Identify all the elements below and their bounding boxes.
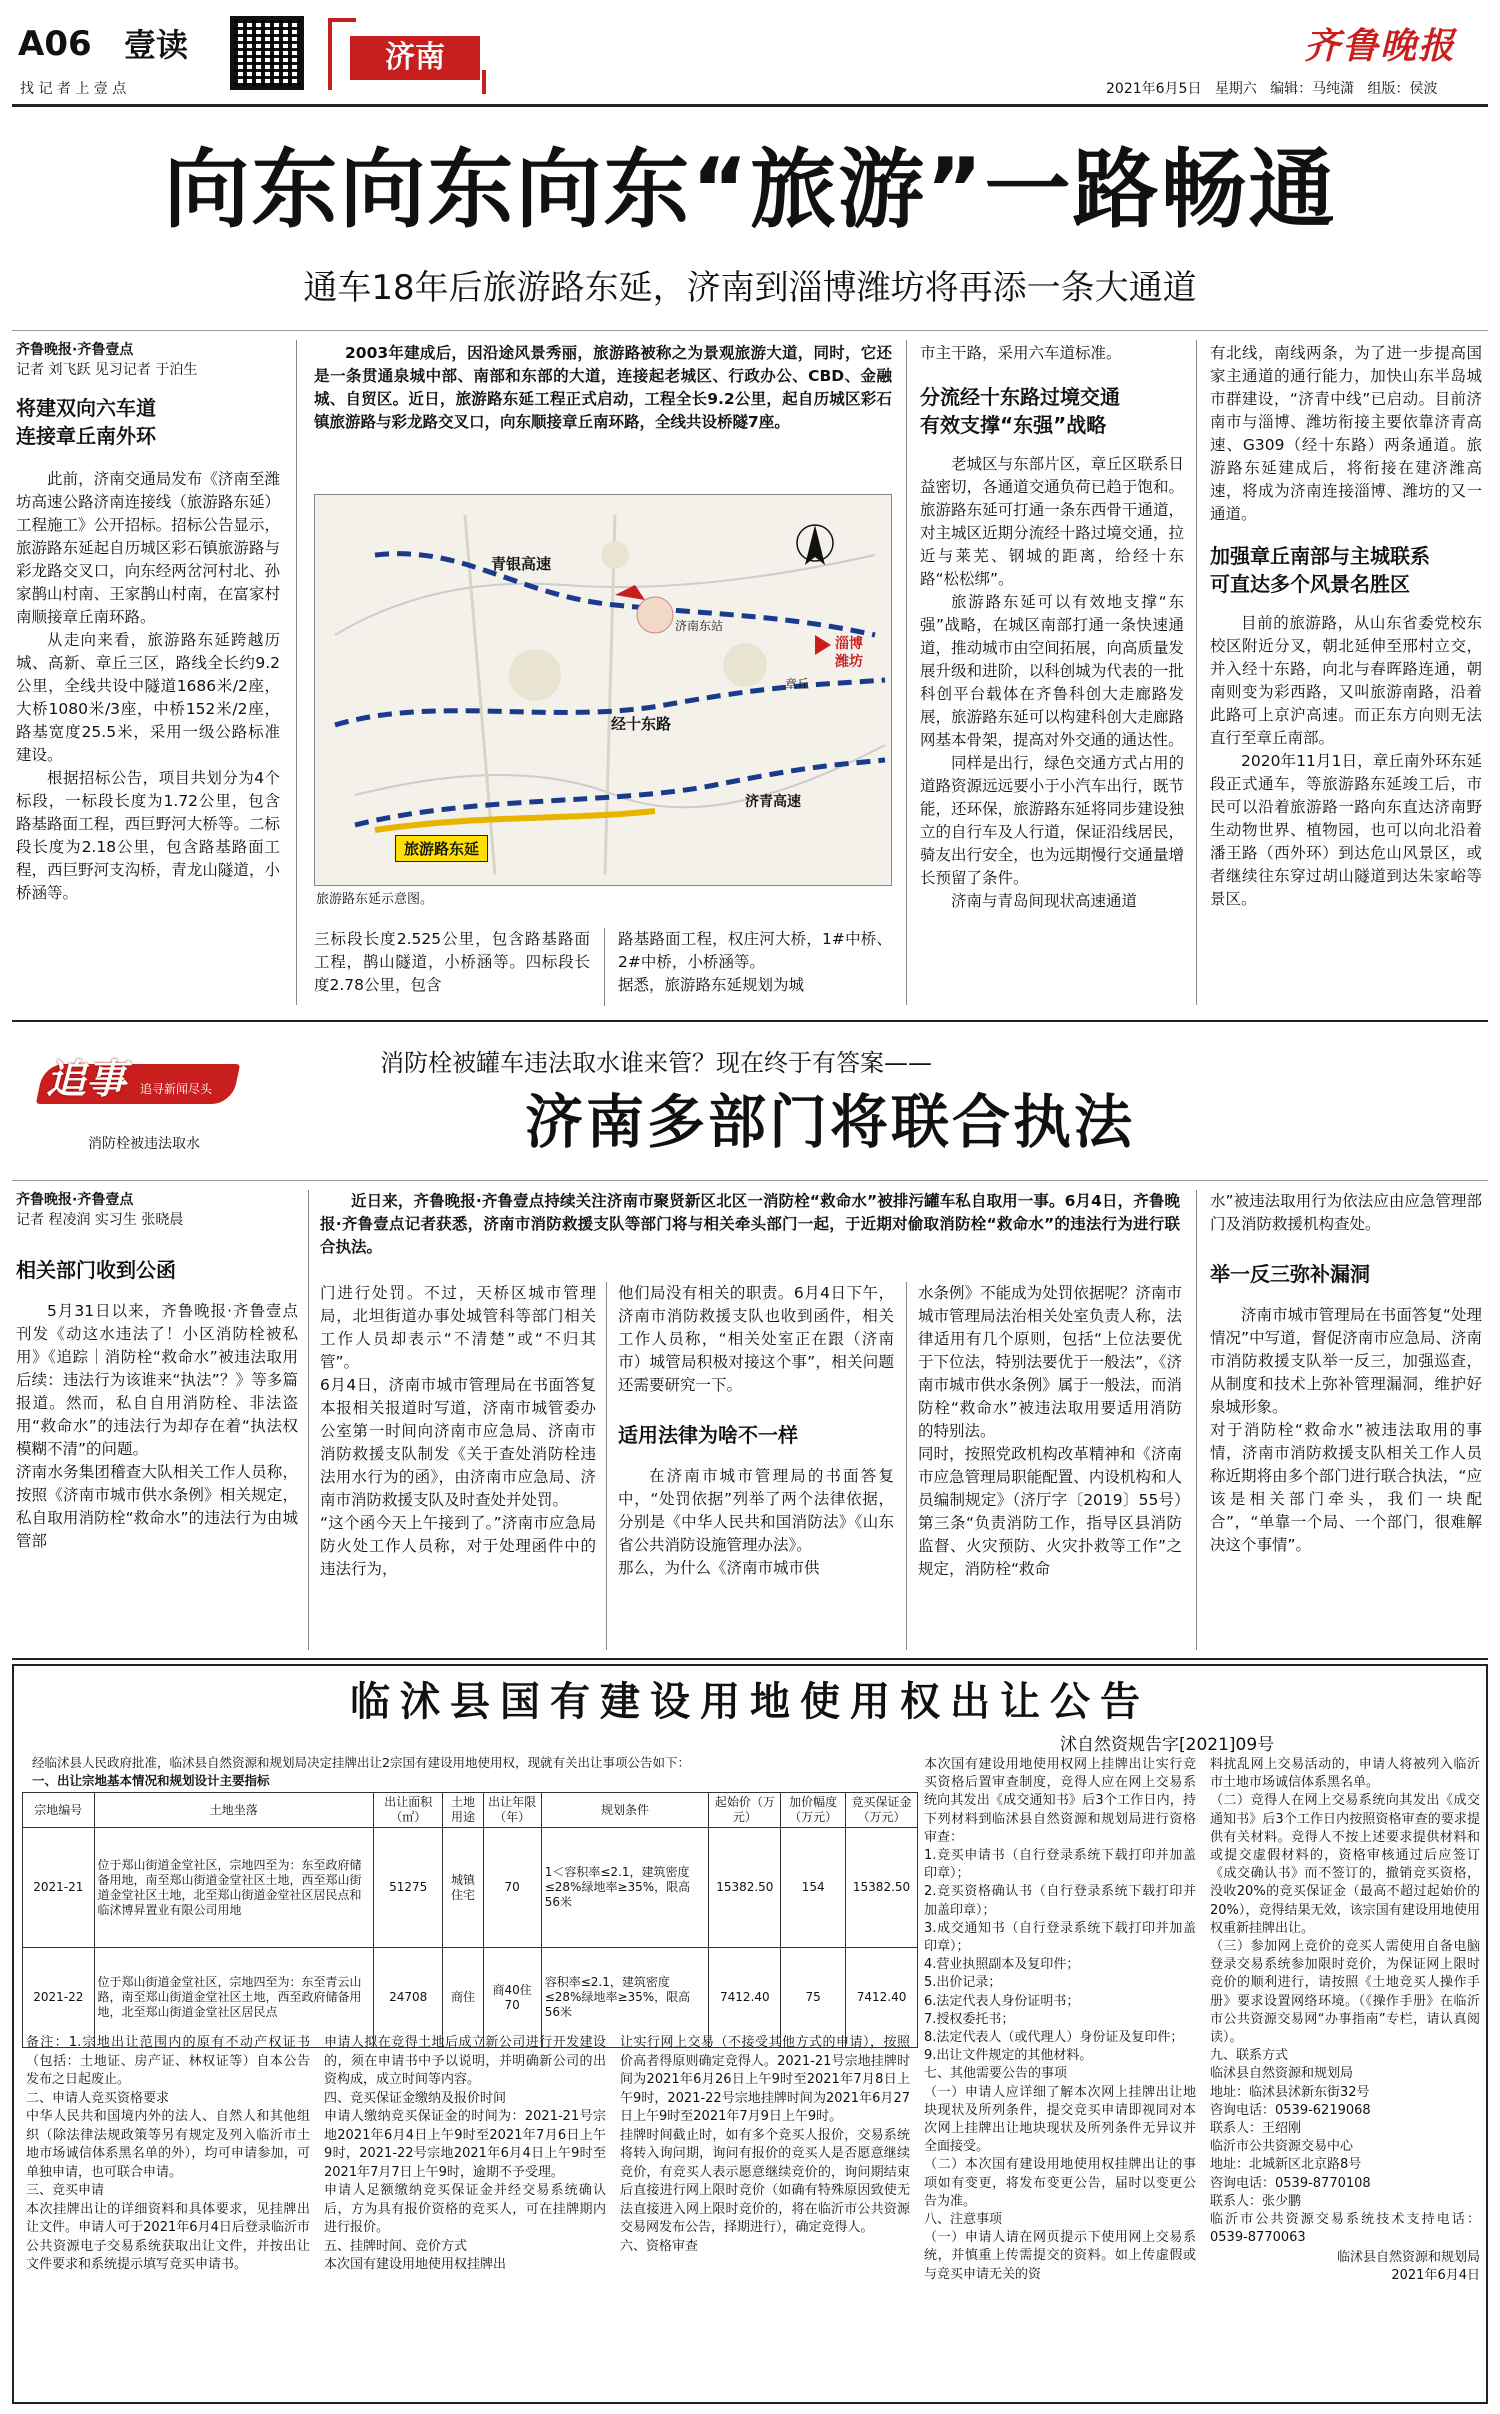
table-header-row [23, 1793, 918, 1828]
table-cell: 城镇住宅 [443, 1828, 483, 1948]
table-cell: 51275 [374, 1828, 443, 1948]
notice-number: 沭自然资规告字[2021]09号 [1060, 1735, 1275, 1755]
story1-col4 [920, 342, 1184, 913]
table-header: 出让面积（㎡） [374, 1793, 443, 1828]
table-cell: 容积率≤2.1，建筑密度≤28%绿地率≥35%，限高56米 [541, 1948, 709, 2048]
table-cell: 2021-21 [23, 1828, 95, 1948]
section-tag[interactable]: 济南 [350, 36, 480, 80]
notice-separator [12, 1658, 1488, 1660]
notice-col-b: 申请人拟在竞得土地后成立新公司进行开发建设的，须在申请书中予以说明，并明确新公司的出资构成，成立时间等内容。 四、竞买保证金缴纳及报价时间 申请人缴纳竞买保证金的时间为：2021-21号宗地2021年6月4日上午9时至2021年7月6日上午9时，2021-22号宗地2021年6月4日上午9时至2021年7月7日上午9时，逾期不予受理。 申请人足额缴纳竞买保证金并经交易系统确认后，方为具有报价资格的竞买人，可在挂牌期内进行报价。 五、挂牌时间、竞价方式 本次国有建设用地使用权挂牌出 [324, 2035, 606, 2272]
map-label-qingyin: 青银高速 [491, 555, 552, 573]
column-divider [1196, 340, 1197, 1005]
column-topic: 消防栓被违法取水 [88, 1136, 200, 1152]
paragraph: 根据招标公告，项目共划分为4个标段，一标段长度为1.72公里，包含路基路面工程，西巨野河大桥等。二标段长度为2.18公里，包含路基路面工程，西巨野河支沟桥，青龙山隧道，小桥涵等。 [16, 769, 280, 902]
table-cell: 15382.50 [846, 1828, 918, 1948]
column-divider [308, 1190, 309, 1650]
column-divider [296, 340, 297, 1005]
story2-headline: 济南多部门将联合执法 [524, 1088, 1135, 1156]
paragraph: 水”被违法取用行为依法应由应急管理部门及消防救援机构查处。 [1210, 1192, 1482, 1233]
notice-col-e [1210, 1756, 1480, 2285]
table-cell: 154 [781, 1828, 846, 1948]
section-tag-frame [328, 18, 332, 90]
paragraph: 路基路面工程，权庄河大桥，1#中桥、2#中桥，小桥涵等。 据悉，旅游路东延规划为城 [618, 930, 892, 994]
map-arrow-icon [815, 635, 831, 655]
table-row [23, 1948, 918, 2048]
subhead-3: 举一反三弥补漏洞 [1210, 1262, 1370, 1286]
subhead-2: 分流经十东路过境交通 有效支撑“东强”战略 [920, 385, 1120, 437]
byline-reporters: 记者 程凌润 实习生 张晓晨 [16, 1212, 184, 1228]
table-header: 起始价（万元） [709, 1793, 781, 1828]
map-label-jingshi: 经十东路 [611, 715, 672, 733]
table-cell: 1＜容积率≤2.1，建筑密度≤28%绿地率≥35%，限高56米 [541, 1828, 709, 1948]
map-label-zhangqiu: 章丘 [785, 677, 810, 691]
notice-title: 临沭县国有建设用地使用权出让公告 [350, 1679, 1150, 1725]
story2-kicker: 消防栓被罐车违法取水谁来管？现在终于有答案—— [380, 1049, 932, 1077]
story2-lead: 近日来，齐鲁晚报·齐鲁壹点持续关注济南市聚贤新区北区一消防栓“救命水”被排污罐车私自取用一事。6月4日，齐鲁晚报·齐鲁壹点记者获悉，济南市消防救援支队等部门将与相关牵头部门一起，于近期对偷取消防栓“救命水”的违法行为进行联合执法。 [320, 1192, 1180, 1256]
table-header: 加价幅度（万元） [781, 1793, 846, 1828]
table-cell: 15382.50 [709, 1828, 781, 1948]
land-table [22, 1792, 918, 2048]
date: 2021年6月5日 [1106, 81, 1202, 97]
table-cell: 7412.40 [846, 1948, 918, 2048]
notice-col-e-text: 料扰乱网上交易活动的，申请人将被列入临沂市土地市场诚信体系黑名单。 （二）竞得人在网上交易系统向其发出《成交通知书》后3个工作日内按照资格审查的要求提供有关材料。竞得人不按上述要求提供材料和或提交虚假材料的，资格审核通过后应签订《成交确认书》而不签订的，撤销竞买资格，没收20%的竞买保证金（最高不超过起始价的20%），竞得结果无效，该宗国有建设用地使用权重新挂牌出让。 （三）参加网上竞价的竞买人需使用自备电脑登录交易系统参加限时竞价，为保证网上限时竞价的顺利进行，请按照《土地竞买人操作手册》要求设置网络环境。（《操作手册》在临沂市公共资源交易网“办事指南”专栏，请认真阅读）。 九、联系方式 临沭县自然资源和规划局 地址：临沭县沭新东街32号 咨询电话：0539-6219068 联系人：王绍刚 临沂市公共资源交易中心 地址：北城新区北京路8号 咨询电话：0539-8770108 联系人：张少鹏 临沂市公共资源交易系统技术支持电话：0539-8770063 [1210, 1757, 1480, 2246]
paragraph: 济南与青岛间现状高速通道 [951, 892, 1138, 910]
table-header: 规划条件 [541, 1793, 709, 1828]
qr-code-icon [230, 16, 304, 90]
table-cell: 24708 [374, 1948, 443, 2048]
table-row [23, 1828, 918, 1948]
story2-col3 [618, 1282, 894, 1580]
column-divider [604, 928, 605, 1006]
paragraph: 有北线，南线两条，为了进一步提高国家主通道的通行能力，加快山东半岛城市群建设，“济青中线”已启动。目前济南市与淄博、潍坊衔接主要依靠济青高速、G309（经十东路）两条通道。旅游路东延建成后，将衔接在建济潍高速，将成为济南连接淄博、潍坊的又一通道。 [1210, 344, 1482, 523]
notice-section-1: 一、出让宗地基本情况和规划设计主要指标 [32, 1773, 270, 1788]
table-cell: 商40住70 [483, 1948, 541, 2048]
section-name: 壹读 [124, 26, 189, 64]
paragraph: 5月31日以来，齐鲁晚报·齐鲁壹点刊发《动这水违法了！小区消防栓被私用》《追踪｜消防栓“救命水”被违法取用后续：违法行为该谁来“执法”？》等多篇报道。然而，私自自用消防栓、非法盗用“救命水”的违法行为却存在着“执法权模糊不清”的问题。 济南水务集团稽查大队相关工作人员称，按照《济南市城市供水条例》相关规定，私自取用消防栓“救命水”的违法行为由城管部 [16, 1302, 298, 1550]
story-separator [12, 1020, 1488, 1022]
paragraph: 他们局没有相关的职责。6月4日下午，济南市消防救援支队也收到函件，相关工作人员称，“相关处室正在跟（济南市）城管局积极对接这个事”，相关问题还需要研究一下。 [618, 1284, 894, 1394]
paragraph: 旅游路东延可以有效地支撑“东强”战略，在城区南部打通一条快速通道，推动城市由空间拓展，向高质量发展升级和进阶，以科创城为代表的一批科创平台载体在齐鲁科创大走廊路发展，旅游路东延可以构建科创大走廊路网基本骨架，提高对外交通的通达性。 [920, 593, 1184, 749]
paragraph: 此前，济南交通局发布《济南至潍坊高速公路济南连接线（旅游路东延）工程施工》公开招标。招标公告显示，旅游路东延起自历城区彩石镇旅游路与彩龙路交叉口，向东经两岔河村北、孙家鹊山村南、王家鹊山村南，在富家村南顺接章丘南环路。 [16, 470, 280, 626]
masthead [12, 14, 1488, 104]
map-label-route: 旅游路东延 [395, 835, 488, 862]
table-cell: 位于郑山街道金堂社区，宗地四至为：东至政府储备用地，南至郑山街道金堂社区土地，西至郑山街道金堂社区土地，北至郑山街道金堂社区居民点和临沭博昇置业有限公司用地 [94, 1828, 374, 1948]
column-subtitle: 追寻新闻尽头 [140, 1082, 213, 1096]
page-number: A06 [18, 24, 92, 64]
column-divider [906, 340, 907, 1005]
paragraph: 门进行处罚。不过，天桥区城市管理局，北坦街道办事处城管科等部门相关工作人员却表示“不清楚”或“不归其管”。 6月4日，济南市城市管理局在书面答复本报相关报道时写道，济南市城管委办公室第一时间向济南市应急局、济南市消防救援支队制发《关于查处消防栓违法用水行为的函》，由济南市应急局、济南市消防救援支队及时查处并处罚。 “这个函今天上午接到了。”济南市应急局防火处工作人员称，对于处理函件中的违法行为， [320, 1284, 596, 1578]
paragraph: 从走向来看，旅游路东延跨越历城、高新、章丘三区，路线全长约9.2公里，全线共设中隧道1686米/2座，大桥1080米/3座，中桥152米/2座，路基宽度25.5米，采用一级公路标准建设。 [16, 631, 280, 764]
table-cell: 位于郑山街道金堂社区，宗地四至为：东至青云山路，南至郑山街道金堂社区土地，西至政府储备用地，北至郑山街道金堂社区居民点 [94, 1948, 374, 2048]
column-divider [1196, 1190, 1197, 1650]
paragraph: 同样是出行，绿色交通方式占用的道路资源远远要小于小汽车出行，既节能，还环保，旅游路东延将同步建设独立的自行车及人行道，保证沿线居民，骑友出行安全，也为远期慢行交通量增长预留了条件。 [920, 754, 1184, 887]
masthead-rule [12, 104, 1488, 107]
slogan: 找 记 者 上 壹 点 [20, 81, 127, 97]
table-cell: 75 [781, 1948, 846, 2048]
notice-signoff: 临沭县自然资源和规划局 [1336, 2250, 1480, 2266]
column-label: 追事 [46, 1056, 126, 1103]
table-header: 土地用途 [443, 1793, 483, 1828]
brand-logo: 齐鲁晚报 [1304, 25, 1457, 67]
column-divider [606, 1282, 607, 1650]
byline-agency: 齐鲁晚报·齐鲁壹点 [16, 342, 134, 358]
paragraph: 2020年11月1日，章丘南外环东延段正式通车，等旅游路东延竣工后，市民可以沿着旅游路一路向东直达济南野生动物世界、植物园，也可以向北沿着潘王路（西外环）到达危山风景区，或者继续往东穿过胡山隧道到达朱家峪等景区。 [1210, 752, 1482, 908]
notice-col-a: 备注：1.宗地出让范围内的原有不动产权证书（包括：土地证、房产证、林权证等）自本公告发布之日起废止。 二、申请人竞买资格要求 中华人民共和国境内外的法人、自然人和其他组织（除法律法规政策等另有规定及列入临沂市土地市场诚信体系黑名单的外），均可申请参加，可单独申请，也可联合申请。 三、竞买申请 本次挂牌出让的详细资料和具体要求，见挂牌出让文件。申请人可于2021年6月4日后登录临沂市公共资源电子交易系统获取出让文件，并按出让文件要求和系统提示填写竞买申请书。 [26, 2035, 310, 2272]
column-logo [40, 1050, 240, 1120]
table-cell: 7412.40 [709, 1948, 781, 2048]
paragraph: 济南市城市管理局在书面答复“处理情况”中写道，督促济南市应急局、济南市消防救援支队举一反三，加强巡查，从制度和技术上弥补管理漏洞，维护好泉城形象。 对于消防栓“救命水”被违法取用的事情，济南市消防救援支队相关工作人员称近期将由多个部门进行联合执法，“应该是相关部门牵头，我们一块配合”，“单靠一个局、一个部门，很难解决这个事情”。 [1210, 1306, 1482, 1554]
paragraph: 目前的旅游路，从山东省委党校东校区附近分叉，朝北延伸至邢村立交，并入经十东路，向北与春晖路连通，朝南则变为彩西路，又叫旅游南路，沿着此路可上京沪高速。而正东方向则无法直行至章丘南部。 [1210, 614, 1482, 747]
story1-subhead: 通车18年后旅游路东延，济南到淄博潍坊将再添一条大通道 [303, 268, 1197, 308]
table-cell: 70 [483, 1828, 541, 1948]
map-label-jiqing: 济青高速 [745, 794, 801, 810]
paragraph: 三标段长度2.525公里，包含路基路面工程，鹊山隧道，小桥涵等。四标段长度2.78公里，包含 [314, 930, 590, 994]
table-header: 竞买保证金（万元） [846, 1793, 918, 1828]
section-tag-top [328, 18, 356, 22]
paragraph: 在济南市城市管理局的书面答复中，“处罚依据”列举了两个法律依据，分别是《中华人民共和国消防法》《山东省公共消防设施管理办法》。 那么，为什么《济南市城市供 [618, 1467, 894, 1577]
designer: 组版：侯波 [1367, 81, 1438, 97]
subhead-2: 适用法律为啥不一样 [618, 1423, 798, 1447]
notice-signdate: 2021年6月4日 [1391, 2268, 1480, 2284]
column-divider [906, 1282, 907, 1650]
table-header: 出让年限（年） [483, 1793, 541, 1828]
story1-headline: 向东向东向东“旅游”一路畅通 [163, 140, 1337, 240]
subhead-1: 将建双向六车道 连接章丘南外环 [16, 396, 156, 448]
table-cell: 2021-22 [23, 1948, 95, 2048]
byline-agency: 齐鲁晚报·齐鲁壹点 [16, 1192, 134, 1208]
story1-col5 [1210, 342, 1482, 911]
subhead-3: 加强章丘南部与主城联系 可直达多个风景名胜区 [1210, 544, 1430, 596]
section-tag-frame-right [482, 70, 486, 94]
story2-col5 [1210, 1190, 1482, 1557]
subhead-1: 相关部门收到公函 [16, 1258, 176, 1282]
table-header: 宗地编号 [23, 1793, 95, 1828]
map-caption: 旅游路东延示意图。 [316, 892, 434, 907]
date-line [1106, 78, 1438, 98]
story1-col1 [16, 340, 280, 905]
notice-col-c: 让实行网上交易（不接受其他方式的申请），按照价高者得原则确定竞得人。2021-21号宗地挂牌时间为2021年6月26日上午9时至2021年7月8日上午9时，2021-22号宗地挂牌时间为2021年6月27日上午9时至2021年7月9日上午9时。 挂牌时间截止时，如有多个竞买人报价，交易系统将转入询问期，询问有报价的竞买人是否愿意继续竞价，有竞买人表示愿意继续竞价的，询问期结束后直接进行网上限时竞价（如确有特殊原因致使无法直接进入网上限时竞价的，将在临沂市公共资源交易网发布公告，择期进行），确定竞得人。 六、资格审查 [620, 2035, 910, 2254]
paragraph: 市主干路，采用六车道标准。 [920, 344, 1122, 362]
table-cell: 商住 [443, 1948, 483, 2048]
story1-top-rule [12, 330, 1488, 331]
paragraph: 水条例》不能成为处罚依据呢？济南市城市管理局法治相关处室负责人称，法律适用有几个原则，包括“上位法要优于下位法，特别法要优于一般法”，《济南市城市供水条例》属于一般法，而消防栓“救命水”被违法取用要适用消防的特别法。 同时，按照党政机构改革精神和《济南市应急管理局职能配置、内设机构和人员编制规定》（济厅字〔2019〕55号）第三条“负责消防工作，指导区县消防监督、火灾预防、火灾扑救等工作”之规定，消防栓“救命 [918, 1284, 1182, 1578]
weekday: 星期六 [1214, 81, 1257, 97]
editor: 编辑：马纯潇 [1270, 81, 1355, 97]
byline-reporters: 记者 刘飞跃 见习记者 于泊生 [16, 362, 198, 378]
map-label-station: 济南东站 [675, 619, 724, 633]
story2-col1 [16, 1190, 298, 1553]
notice-intro: 经临沭县人民政府批准，临沭县自然资源和规划局决定挂牌出让2宗国有建设用地使用权，现就有关出让事项公告如下： [32, 1755, 690, 1770]
route-map [314, 494, 892, 886]
notice-col-d: 本次国有建设用地使用权网上挂牌出让实行竞买资格后置审查制度，竞得人应在网上交易系统向其发出《成交通知书》后3个工作日内，持下列材料到临沭县自然资源和规划局进行资格审查： 1.竞买申请书（自行登录系统下载打印并加盖印章）； 2.竞买资格确认书（自行登录系统下载打印并加盖印章）； 3.成交通知书（自行登录系统下载打印并加盖印章）； 4.营业执照副本及复印件； 5.出价记录； 6.法定代表人身份证明书； 7.授权委托书； 8.法定代表人（或代理人）身份证及复印件； 9.出让文件规定的其他材料。 七、其他需要公告的事项 （一）申请人应详细了解本次网上挂牌出让地块现状及所列条件，提交竞买申请即视同对本次网上挂牌出让地块现状及所列条件无异议并全面接受。 （二）本次国有建设用地使用权挂牌出让的事项如有变更，将发布变更公告，届时以变更公告为准。 八、注意事项 （一）申请人请在网页提示下使用网上交易系统，并慎重上传需提交的资料。如上传虚假或与竞买申请无关的资 [924, 1757, 1196, 2282]
table-header: 土地坐落 [94, 1793, 374, 1828]
story1-intro: 2003年建成后，因沿途风景秀丽，旅游路被称之为景观旅游大道，同时，它还是一条贯通泉城中部、南部和东部的大道，连接起老城区、行政办公、CBD、金融城、自贸区。近日，旅游路东延工程正式启动，工程全长9.2公里，起自历城区彩石镇旅游路与彩龙路交叉口，向东顺接章丘南环路，全线共设桥隧7座。 [314, 344, 892, 431]
story2-top-rule [12, 1180, 1488, 1181]
paragraph: 老城区与东部片区，章丘区联系日益密切，各通道交通负荷已趋于饱和。旅游路东延可打通一条东西骨干通道，对主城区近期分流经十路过境交通，拉近与莱芜、钢城的距离，给经十东路“松松绑”。 [920, 455, 1184, 588]
map-label-destination: 淄博 潍坊 [835, 636, 863, 670]
